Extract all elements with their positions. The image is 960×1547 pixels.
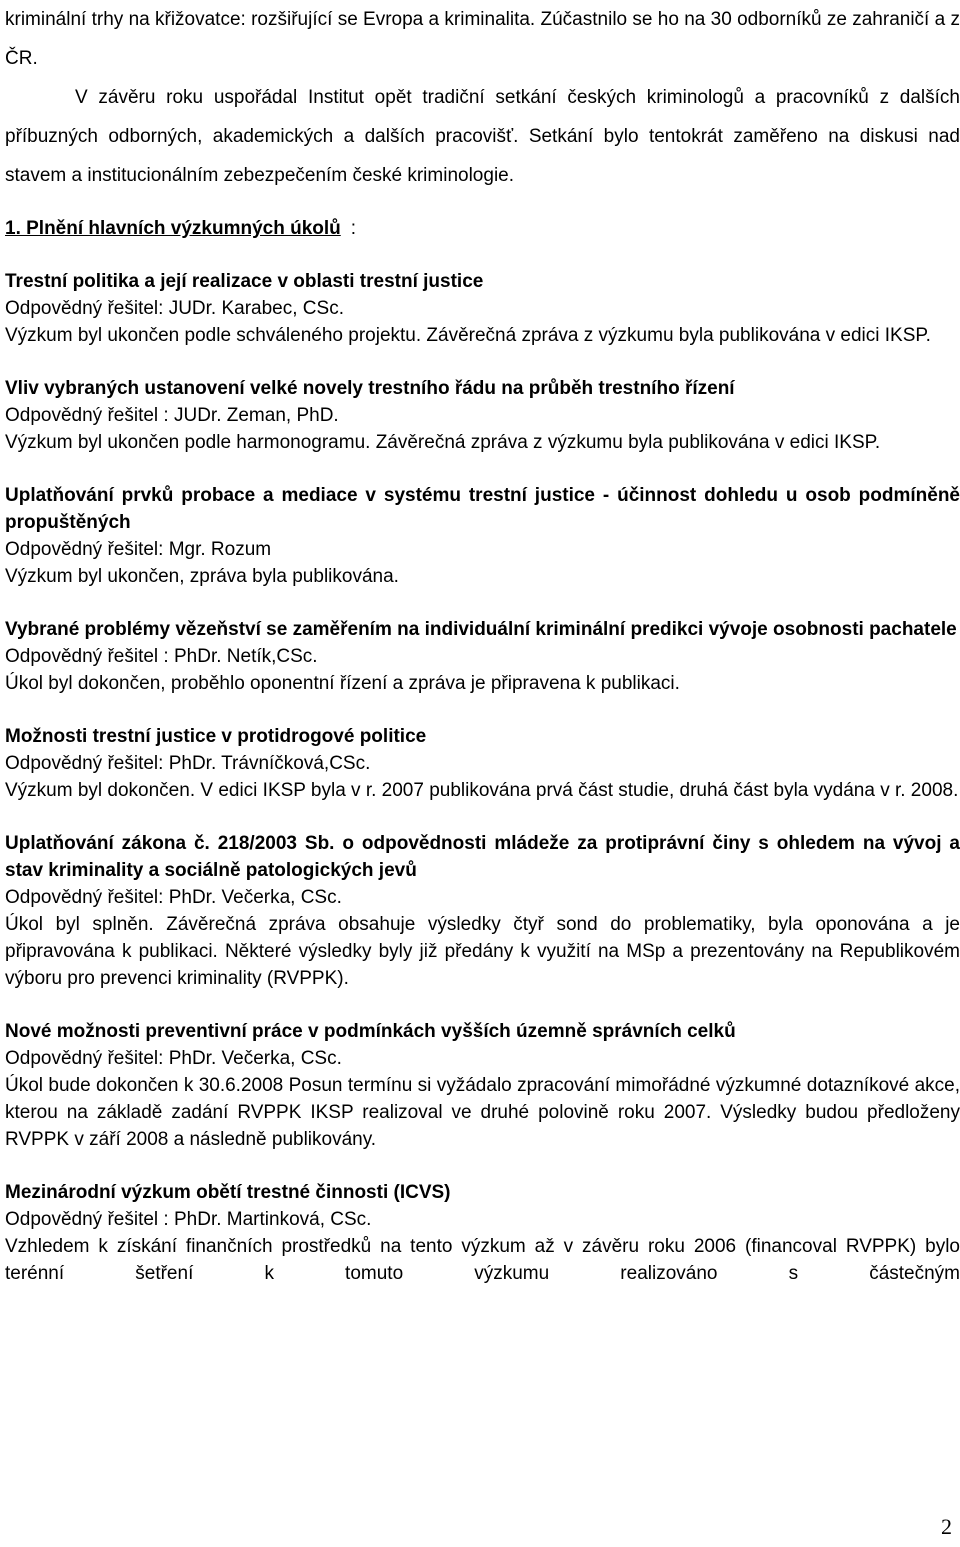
project-item — [5, 268, 960, 349]
project-title: Trestní politika a její realizace v oblasti trestní justice — [5, 271, 484, 292]
project-status: Výzkum byl ukončen podle schváleného projektu. Závěrečná zpráva z výzkumu byla publikována v edici IKSP. — [5, 325, 931, 346]
project-title: Mezinárodní výzkum obětí trestné činnosti (ICVS) — [5, 1182, 451, 1203]
project-title: Vybrané problémy vězeňství se zaměřením na individuální kriminální predikci vývoje osobnosti pachatele — [5, 619, 957, 640]
project-responsible: Odpovědný řešitel: PhDr. Večerka, CSc. — [5, 887, 342, 908]
intro-paragraph-2-text: V závěru roku uspořádal Institut opět tradiční setkání českých kriminologů a pracovníků z dalších příbuzných odborných, akademických a dalších pracovišť. Setkání bylo tentokrát zaměřeno na diskusi nad stavem a institucionálním zebezpečením české kriminologie. — [5, 87, 960, 186]
project-item — [5, 616, 960, 697]
project-title: Uplatňování prvků probace a mediace v systému trestní justice - účinnost dohledu u osob podmíněně propuštěných — [5, 485, 960, 533]
project-responsible: Odpovědný řešitel: PhDr. Večerka, CSc. — [5, 1048, 342, 1069]
project-title: Uplatňování zákona č. 218/2003 Sb. o odpovědnosti mládeže za protiprávní činy s ohledem na vývoj a stav kriminality a sociálně patologických jevů — [5, 833, 960, 881]
section-heading-colon: : — [350, 218, 357, 239]
project-item — [5, 830, 960, 992]
project-status: Výzkum byl dokončen. V edici IKSP byla v r. 2007 publikována prvá část studie, druhá část byla vydána v r. 2008. — [5, 780, 959, 801]
project-title: Možnosti trestní justice v protidrogové politice — [5, 726, 427, 747]
intro-paragraph-1: kriminální trhy na křižovatce: rozšiřující se Evropa a kriminalita. Zúčastnilo se ho na 30 odborníků ze zahraničí a z ČR. — [5, 9, 960, 69]
project-status: Výzkum byl ukončen, zpráva byla publikována. — [5, 566, 399, 587]
page-number: 2 — [941, 1514, 952, 1539]
project-responsible: Odpovědný řešitel: PhDr. Trávníčková,CSc. — [5, 753, 371, 774]
intro-paragraph-2 — [5, 78, 960, 195]
project-item — [5, 482, 960, 590]
project-responsible: Odpovědný řešitel : PhDr. Netík,CSc. — [5, 646, 318, 667]
section-heading — [5, 215, 960, 242]
project-title: Nové možnosti preventivní práce v podmínkách vyšších územně správních celků — [5, 1021, 736, 1042]
project-status: Vzhledem k získání finančních prostředků na tento výzkum až v závěru roku 2006 (financoval RVPPK) bylo terénní šetření k tomuto výzkumu realizováno s částečným — [5, 1236, 960, 1284]
project-list — [5, 268, 960, 1287]
section-heading-text: 1. Plnění hlavních výzkumných úkolů — [5, 218, 341, 239]
project-responsible: Odpovědný řešitel : PhDr. Martinková, CSc. — [5, 1209, 372, 1230]
project-status: Úkol bude dokončen k 30.6.2008 Posun termínu si vyžádalo zpracování mimořádné výzkumné dotazníkové akce, kterou na základě zadání RVPPK IKSP realizoval ve druhé polovině roku 2007. Výsledky budou předloženy RVPPK v září 2008 a následně publikovány. — [5, 1075, 960, 1150]
project-responsible: Odpovědný řešitel : JUDr. Zeman, PhD. — [5, 405, 339, 426]
project-status: Úkol byl dokončen, proběhlo oponentní řízení a zpráva je připravena k publikaci. — [5, 673, 680, 694]
intro-text — [5, 0, 960, 195]
project-item — [5, 1179, 960, 1287]
document-page — [5, 0, 960, 1287]
project-status: Úkol byl splněn. Závěrečná zpráva obsahuje výsledky čtyř sond do problematiky, byla oponována a je připravována k publikaci. Některé výsledky byly již předány k využití na MSp a prezentovány na Republikovém výboru pro prevenci kriminality (RVPPK). — [5, 914, 960, 989]
project-status: Výzkum byl ukončen podle harmonogramu. Závěrečná zpráva z výzkumu byla publikována v edici IKSP. — [5, 432, 881, 453]
project-item — [5, 723, 960, 804]
project-responsible: Odpovědný řešitel: JUDr. Karabec, CSc. — [5, 298, 344, 319]
project-item — [5, 375, 960, 456]
project-title: Vliv vybraných ustanovení velké novely trestního řádu na průběh trestního řízení — [5, 378, 735, 399]
project-item — [5, 1018, 960, 1153]
project-responsible: Odpovědný řešitel: Mgr. Rozum — [5, 539, 272, 560]
